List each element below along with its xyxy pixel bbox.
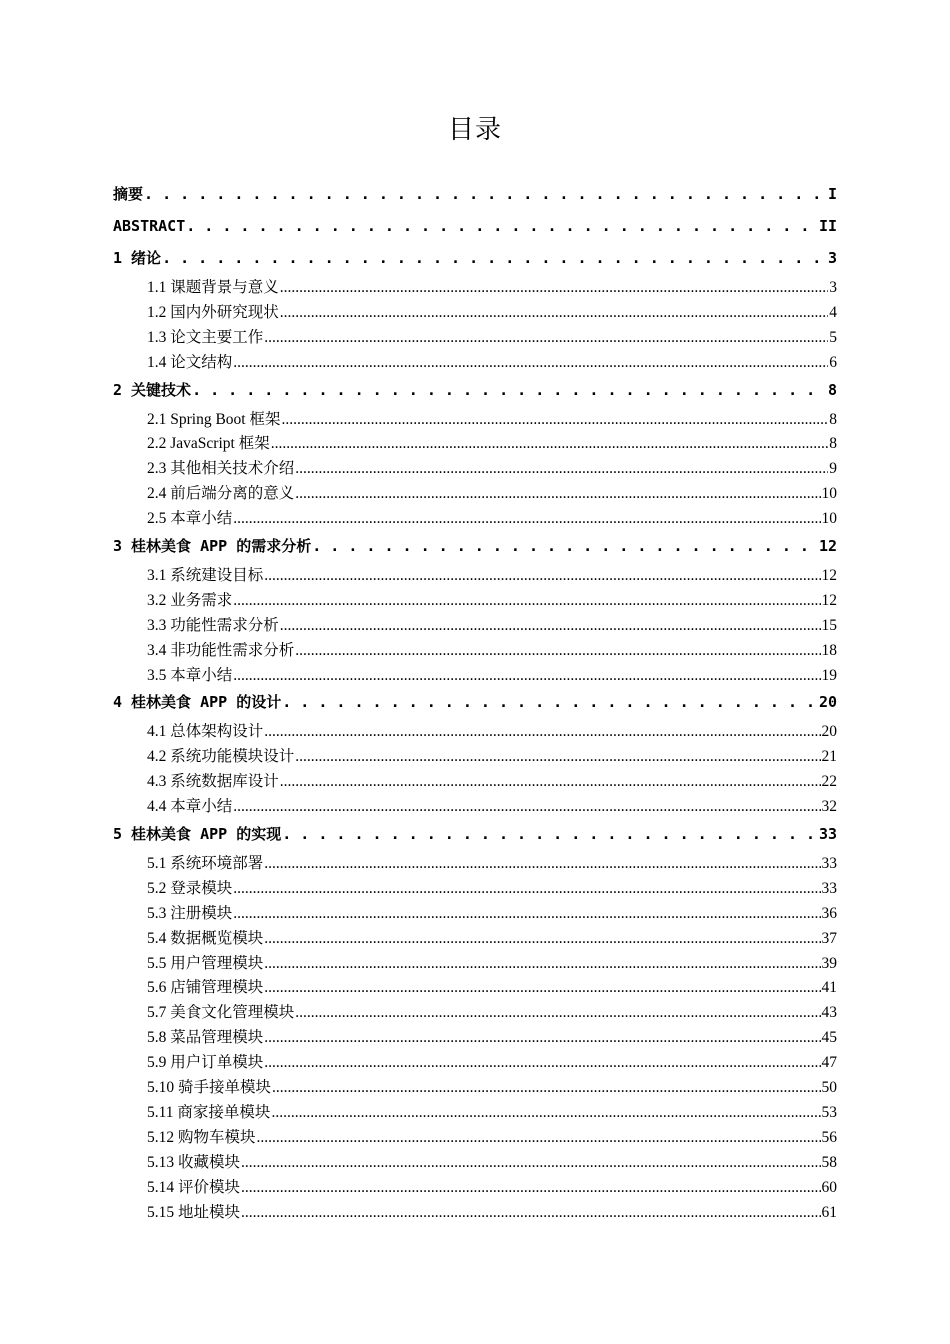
toc-page-number: 43 [821, 1004, 837, 1022]
toc-page-number: 3 [829, 279, 837, 296]
toc-dot-leader [233, 795, 820, 819]
toc-dot-leader [233, 507, 820, 531]
toc-chapter-entry[interactable] [113, 820, 837, 852]
toc-dot-leader [264, 952, 820, 976]
toc-section-entry[interactable] [113, 1101, 837, 1126]
toc-dot-leader [233, 351, 828, 375]
toc-page-number: 5 [829, 328, 837, 346]
toc-entry-title: 2.2 JavaScript 框架 [147, 435, 270, 453]
toc-section-entry[interactable] [113, 301, 837, 326]
toc-dot-leader [280, 276, 828, 300]
toc-dot-leader [144, 181, 827, 207]
toc-section-entry[interactable] [113, 664, 837, 689]
toc-dot-leader [264, 720, 820, 744]
toc-page-number: 18 [821, 641, 837, 659]
toc-page-number: 9 [829, 460, 837, 478]
toc-entry-title: 5 桂林美食 APP 的实现 [113, 825, 282, 844]
toc-section-entry[interactable] [113, 720, 837, 745]
toc-entry-title: 5.14 评价模块 [147, 1178, 241, 1196]
toc-entry-title: 5.12 购物车模块 [147, 1128, 256, 1146]
toc-page-number: 10 [821, 485, 837, 503]
toc-entry-title: 1 绪论 [113, 249, 162, 267]
toc-section-entry[interactable] [113, 1126, 837, 1151]
toc-section-entry[interactable] [113, 432, 837, 457]
toc-dot-leader [233, 589, 820, 613]
toc-page-number: 21 [821, 748, 837, 766]
toc-entry-title: 5.8 菜品管理模块 [147, 1029, 264, 1047]
toc-page-number: 3 [827, 249, 837, 267]
toc-dot-leader [271, 1101, 820, 1125]
toc-entry-title: 5.6 店铺管理模块 [147, 979, 264, 997]
toc-chapter-entry[interactable] [113, 532, 837, 564]
toc-section-entry[interactable] [113, 351, 837, 376]
toc-section-entry[interactable] [113, 1201, 837, 1226]
toc-entry-title: 4.3 系统数据库设计 [147, 773, 279, 791]
toc-entry-title: 5.5 用户管理模块 [147, 954, 264, 972]
toc-entry-title: 3.4 非功能性需求分析 [147, 641, 295, 659]
toc-entry-title: 1.2 国内外研究现状 [147, 303, 279, 321]
toc-entry-title: 摘要 [113, 185, 144, 203]
toc-entry-title: 3.2 业务需求 [147, 591, 233, 609]
toc-section-entry[interactable] [113, 770, 837, 795]
toc-dot-leader [295, 1001, 820, 1025]
toc-entry-title: 2.3 其他相关技术介绍 [147, 460, 295, 478]
toc-page-number: 4 [829, 303, 837, 321]
toc-section-entry[interactable] [113, 1176, 837, 1201]
toc-page-number: 12 [818, 537, 837, 556]
toc-entry-title: 3 桂林美食 APP 的需求分析 [113, 537, 312, 556]
toc-dot-leader [241, 1201, 820, 1225]
toc-section-entry[interactable] [113, 795, 837, 820]
toc-page-number: 15 [821, 616, 837, 634]
toc-page-number: 12 [821, 591, 837, 609]
toc-entry-title: 3.1 系统建设目标 [147, 567, 264, 585]
toc-dot-leader [295, 482, 820, 506]
toc-entry-title: 3.3 功能性需求分析 [147, 616, 279, 634]
toc-section-entry[interactable] [113, 326, 837, 351]
toc-dot-leader [295, 457, 828, 481]
toc-section-entry[interactable] [113, 1001, 837, 1026]
toc-page-number: 8 [829, 410, 837, 428]
toc-dot-leader [162, 245, 827, 271]
toc-page-number: I [827, 185, 837, 203]
toc-section-entry[interactable] [113, 1051, 837, 1076]
toc-page-number: 19 [821, 666, 837, 684]
toc-dot-leader [264, 1051, 820, 1075]
toc-page-number: 10 [821, 510, 837, 528]
toc-page-number: II [818, 217, 837, 235]
toc-entry-title: 5.15 地址模块 [147, 1203, 241, 1221]
toc-chapter-entry[interactable] [113, 688, 837, 720]
toc-entry-title: 5.4 数据概览模块 [147, 929, 264, 947]
toc-dot-leader [264, 927, 820, 951]
toc-page-number: 33 [821, 855, 837, 873]
toc-page-number: 20 [818, 693, 837, 712]
toc-page-number: 47 [821, 1054, 837, 1072]
toc-dot-leader [257, 1126, 821, 1150]
toc-page-number: 36 [821, 904, 837, 922]
toc-section-entry[interactable] [113, 457, 837, 482]
toc-dot-leader [264, 1026, 820, 1050]
toc-dot-leader [264, 326, 828, 350]
toc-page-number: 20 [821, 723, 837, 741]
toc-entry-title: 5.13 收藏模块 [147, 1153, 241, 1171]
toc-dot-leader [280, 301, 828, 325]
toc-entry-title: 4.4 本章小结 [147, 798, 233, 816]
toc-section-entry[interactable] [113, 952, 837, 977]
toc-entry-title: ABSTRACT [113, 217, 186, 235]
toc-section-entry[interactable] [113, 614, 837, 639]
toc-page-number: 22 [821, 773, 837, 791]
toc-page-number: 45 [821, 1029, 837, 1047]
toc-dot-leader [264, 564, 820, 588]
toc-dot-leader [280, 614, 821, 638]
toc-section-entry[interactable] [113, 507, 837, 532]
toc-dot-leader [281, 408, 828, 432]
toc-dot-leader [295, 639, 820, 663]
toc-dot-leader [233, 664, 820, 688]
toc-section-entry[interactable] [113, 276, 837, 301]
toc-dot-leader [241, 1151, 820, 1175]
toc-dot-leader [282, 689, 818, 715]
toc-section-entry[interactable] [113, 1026, 837, 1051]
toc-section-entry[interactable] [113, 639, 837, 664]
toc-entry-title: 5.11 商家接单模块 [147, 1103, 271, 1121]
toc-dot-leader [272, 1076, 820, 1100]
toc-dot-leader [295, 745, 820, 769]
toc-page-number: 60 [821, 1178, 837, 1196]
toc-chapter-entry[interactable] [113, 376, 837, 408]
toc-chapter-entry[interactable] [113, 181, 837, 212]
toc-dot-leader [282, 821, 818, 847]
toc-dot-leader [280, 770, 821, 794]
toc-page-number: 61 [821, 1203, 837, 1221]
toc-dot-leader [264, 852, 820, 876]
toc-chapter-entry[interactable] [113, 244, 837, 276]
toc-page-number: 6 [829, 353, 837, 371]
toc-entry-title: 2.4 前后端分离的意义 [147, 485, 295, 503]
page-title: 目录 [447, 115, 502, 145]
toc-entry-title: 4 桂林美食 APP 的设计 [113, 693, 282, 712]
toc-page-number: 12 [821, 567, 837, 585]
toc-page-number: 33 [821, 879, 837, 897]
toc-page-number: 56 [821, 1128, 837, 1146]
toc-page-number: 50 [821, 1079, 837, 1097]
toc-dot-leader [186, 213, 818, 239]
toc-entry-title: 5.2 登录模块 [147, 879, 233, 897]
toc-dot-leader [241, 1176, 820, 1200]
toc-page-number: 8 [829, 435, 837, 453]
toc-entry-title: 4.2 系统功能模块设计 [147, 748, 295, 766]
toc-section-entry[interactable] [113, 408, 837, 433]
toc-section-entry[interactable] [113, 482, 837, 507]
toc-entry-title: 1.3 论文主要工作 [147, 328, 264, 346]
toc-chapter-entry[interactable] [113, 212, 837, 244]
toc-entry-title: 5.3 注册模块 [147, 904, 233, 922]
toc-entry-title: 5.7 美食文化管理模块 [147, 1004, 295, 1022]
toc-page-number: 53 [821, 1103, 837, 1121]
toc-dot-leader [312, 533, 818, 559]
toc-section-entry[interactable] [113, 1151, 837, 1176]
toc-section-entry[interactable] [113, 877, 837, 902]
toc-section-entry[interactable] [113, 1076, 837, 1101]
toc-entry-title: 2.1 Spring Boot 框架 [147, 410, 281, 428]
toc-list [113, 181, 837, 1225]
toc-section-entry[interactable] [113, 902, 837, 927]
toc-entry-title: 2 关键技术 [113, 380, 192, 399]
toc-page-number: 58 [821, 1153, 837, 1171]
toc-entry-title: 5.10 骑手接单模块 [147, 1079, 272, 1097]
toc-page-number: 8 [827, 380, 837, 399]
toc-dot-leader [233, 902, 820, 926]
toc-dot-leader [192, 377, 827, 403]
toc-section-entry[interactable] [113, 927, 837, 952]
toc-entry-title: 1.4 论文结构 [147, 353, 233, 371]
toc-dot-leader [271, 432, 829, 456]
toc-page-number: 32 [821, 798, 837, 816]
toc-dot-leader [233, 877, 820, 901]
toc-entry-title: 5.1 系统环境部署 [147, 855, 264, 873]
toc-section-entry[interactable] [113, 852, 837, 877]
toc-section-entry[interactable] [113, 976, 837, 1001]
toc-entry-title: 5.9 用户订单模块 [147, 1054, 264, 1072]
toc-page-number: 37 [821, 929, 837, 947]
toc-section-entry[interactable] [113, 745, 837, 770]
toc-entry-title: 1.1 课题背景与意义 [147, 279, 279, 296]
toc-page-number: 41 [821, 979, 837, 997]
toc-page-number: 33 [818, 825, 837, 844]
toc-page-number: 39 [821, 954, 837, 972]
toc-section-entry[interactable] [113, 589, 837, 614]
toc-entry-title: 3.5 本章小结 [147, 666, 233, 684]
toc-entry-title: 2.5 本章小结 [147, 510, 233, 528]
toc-dot-leader [264, 976, 820, 1000]
toc-section-entry[interactable] [113, 564, 837, 589]
toc-entry-title: 4.1 总体架构设计 [147, 723, 264, 741]
